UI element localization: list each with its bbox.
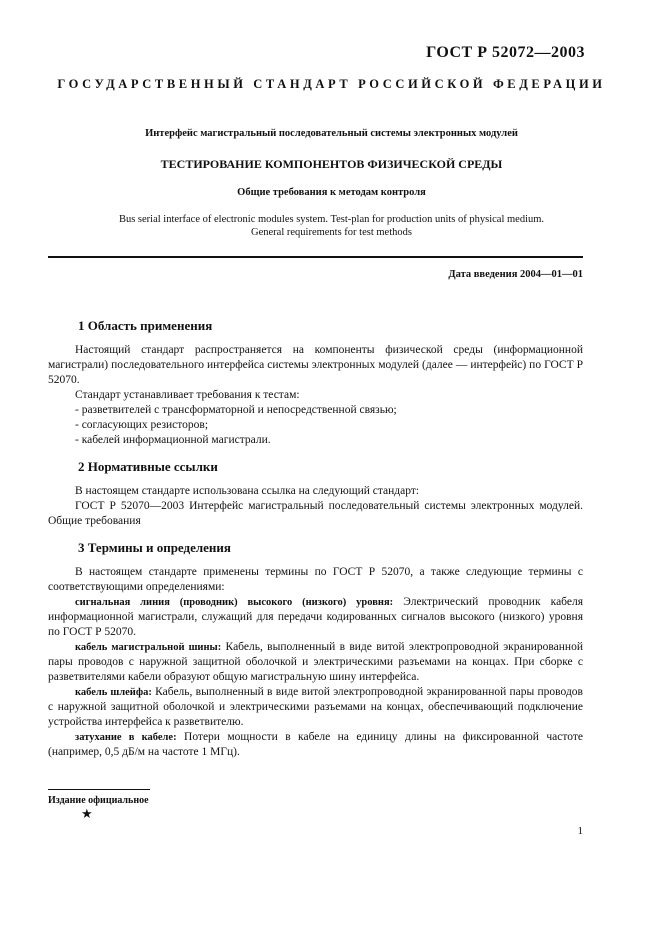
star-icon: ★ xyxy=(81,806,93,821)
term-definition xyxy=(48,595,583,640)
term-name: сигнальная линия (проводник) высокого (низкого) уровня: xyxy=(75,597,394,608)
term-name: кабель шлейфа: xyxy=(75,687,152,698)
section-2-paragraph-1: В настоящем стандарте использована ссылка на следующий стандарт: xyxy=(75,485,420,497)
section-1-heading: 1 Область применения xyxy=(78,318,213,333)
section-3-paragraph-1: В настоящем стандарте применены термины по ГОСТ Р 52070, а также следующие термины с соответствующими определениями: xyxy=(48,566,583,593)
term-text: Кабель, выполненный в виде витой электропроводной экранированной пары проводов с наружной защитной оболочкой и электрическими разъемами на концах, обеспечивающий подключение устройства интерфейса к разветвителю. xyxy=(48,686,583,728)
term-name: кабель магистральной шины: xyxy=(75,642,222,653)
title-block xyxy=(60,128,603,239)
subtitle: Общие требования к методам контроля xyxy=(237,187,426,198)
footer-divider xyxy=(48,789,150,790)
section-1-paragraph-1: Настоящий стандарт распространяется на компоненты физической среды (информационной магистрали) последовательного интерфейса системы электронных модулей (далее — интерфейс) по ГОСТ Р 52070. xyxy=(48,344,583,386)
list-item: - разветвителей с трансформаторной и непосредственной связью; xyxy=(75,404,397,416)
term-definition xyxy=(48,640,583,685)
list-item: - кабелей информационной магистрали. xyxy=(75,434,271,446)
page-number: 1 xyxy=(577,825,583,837)
term-definition xyxy=(48,685,583,730)
term-definition xyxy=(48,730,583,760)
official-edition-label: Издание официальное xyxy=(48,795,149,806)
title-divider xyxy=(48,256,583,258)
term-text: Потери мощности в кабеле на единицу длины на фиксированной частоте (например, 0,5 дБ/м на частоте 1 МГц). xyxy=(48,731,583,758)
section-2-heading: 2 Нормативные ссылки xyxy=(78,459,218,474)
main-title: ТЕСТИРОВАНИЕ КОМПОНЕНТОВ ФИЗИЧЕСКОЙ СРЕДЫ xyxy=(160,157,503,171)
english-title-line-2: General requirements for test methods xyxy=(251,227,412,238)
state-standard-heading: ГОСУДАРСТВЕННЫЙ СТАНДАРТ РОССИЙСКОЙ ФЕДЕРАЦИИ xyxy=(57,77,606,91)
term-text: Кабель, выполненный в виде витой электропроводной экранированной пары проводов с наружной защитной оболочкой и электрическими разъемами на концах. При сборке с разветвителями кабели образуют общую магистральную шину интерфейса. xyxy=(48,641,583,683)
document-body xyxy=(48,318,583,760)
section-2-reference: ГОСТ Р 52070—2003 Интерфейс магистральный последовательный системы электронных модулей. Общие требования xyxy=(48,500,583,527)
term-text: Электрический проводник кабеля информационной магистрали, служащий для передачи кодированных сигналов высокого (низкого) уровня по ГОСТ Р 52070. xyxy=(48,596,584,638)
section-1-paragraph-2: Стандарт устанавливает требования к тестам: xyxy=(75,389,300,401)
section-3-heading: 3 Термины и определения xyxy=(78,540,231,555)
standard-code: ГОСТ Р 52072—2003 xyxy=(426,44,585,61)
introduction-date: Дата введения 2004—01—01 xyxy=(448,269,583,280)
list-item: - согласующих резисторов; xyxy=(75,419,209,431)
english-title-line-1: Bus serial interface of electronic modules system. Test-plan for production units of physical medium. xyxy=(118,214,545,225)
term-name: затухание в кабеле: xyxy=(75,732,177,743)
interface-title: Интерфейс магистральный последовательный системы электронных модулей xyxy=(145,128,518,139)
